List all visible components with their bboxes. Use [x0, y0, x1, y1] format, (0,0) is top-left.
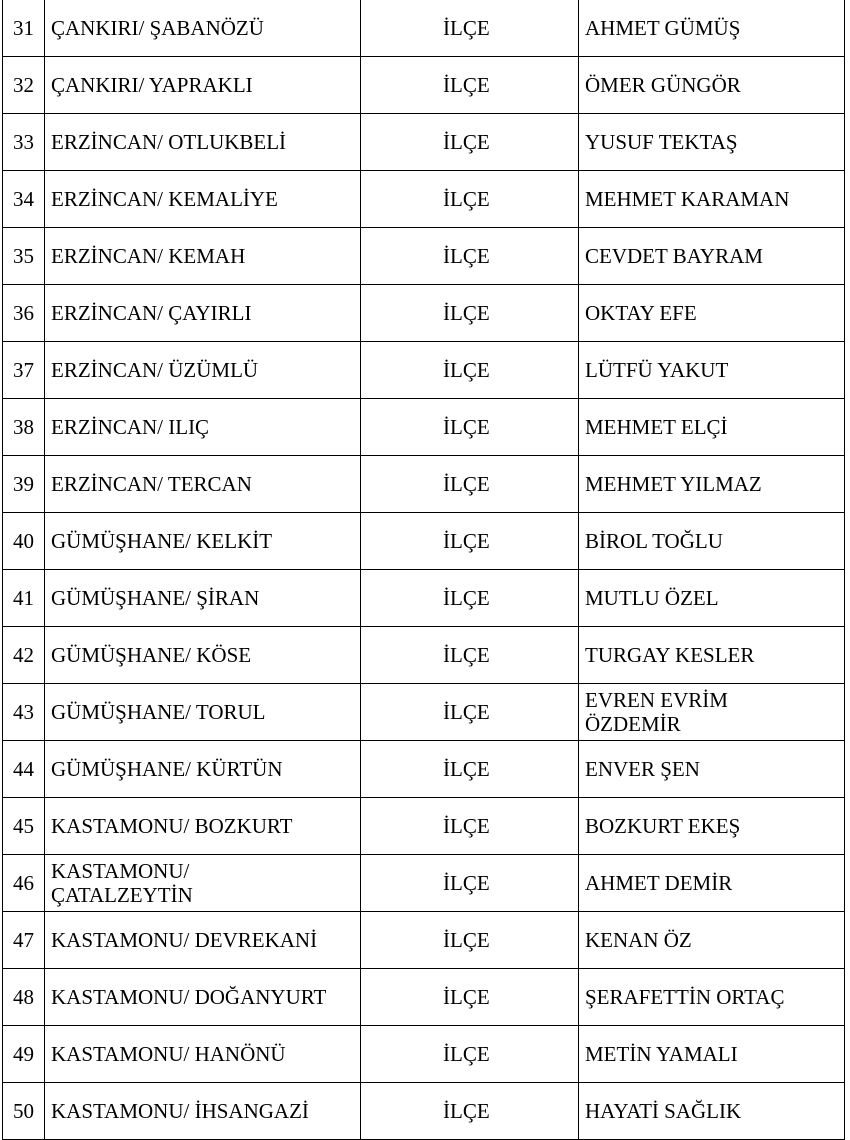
district-cell: ÇANKIRI/ ŞABANÖZÜ — [45, 0, 361, 57]
row-number: 36 — [3, 285, 45, 342]
person-name-cell: BİROL TOĞLU — [579, 513, 845, 570]
table-row — [3, 171, 845, 228]
district-cell: ERZİNCAN/ ÇAYIRLI — [45, 285, 361, 342]
type-cell: İLÇE — [361, 570, 579, 627]
table-row — [3, 228, 845, 285]
row-number: 46 — [3, 855, 45, 912]
district-cell: ERZİNCAN/ KEMALİYE — [45, 171, 361, 228]
row-number: 40 — [3, 513, 45, 570]
table-row — [3, 1026, 845, 1083]
person-name-cell: ÖMER GÜNGÖR — [579, 57, 845, 114]
table-row — [3, 513, 845, 570]
table-row — [3, 969, 845, 1026]
person-name-cell: ŞERAFETTİN ORTAÇ — [579, 969, 845, 1026]
type-cell: İLÇE — [361, 741, 579, 798]
person-name-cell: METİN YAMALI — [579, 1026, 845, 1083]
person-name-cell: LÜTFÜ YAKUT — [579, 342, 845, 399]
person-name-cell: MEHMET KARAMAN — [579, 171, 845, 228]
type-cell: İLÇE — [361, 1083, 579, 1140]
district-cell: KASTAMONU/ DOĞANYURT — [45, 969, 361, 1026]
person-name-cell: KENAN ÖZ — [579, 912, 845, 969]
row-number: 42 — [3, 627, 45, 684]
row-number: 32 — [3, 57, 45, 114]
table-row — [3, 741, 845, 798]
district-cell: KASTAMONU/ İHSANGAZİ — [45, 1083, 361, 1140]
table-row — [3, 57, 845, 114]
district-cell: ERZİNCAN/ ILIÇ — [45, 399, 361, 456]
district-cell: ÇANKIRI/ YAPRAKLI — [45, 57, 361, 114]
table-row — [3, 399, 845, 456]
person-name-cell: TURGAY KESLER — [579, 627, 845, 684]
table-row — [3, 627, 845, 684]
district-cell: GÜMÜŞHANE/ TORUL — [45, 684, 361, 741]
row-number: 34 — [3, 171, 45, 228]
row-number: 41 — [3, 570, 45, 627]
type-cell: İLÇE — [361, 456, 579, 513]
type-cell: İLÇE — [361, 627, 579, 684]
row-number: 35 — [3, 228, 45, 285]
row-number: 33 — [3, 114, 45, 171]
district-cell: ERZİNCAN/ OTLUKBELİ — [45, 114, 361, 171]
officials-table — [2, 0, 845, 1140]
type-cell: İLÇE — [361, 342, 579, 399]
row-number: 50 — [3, 1083, 45, 1140]
person-name-cell: HAYATİ SAĞLIK — [579, 1083, 845, 1140]
person-name-cell: YUSUF TEKTAŞ — [579, 114, 845, 171]
table-row — [3, 570, 845, 627]
type-cell: İLÇE — [361, 114, 579, 171]
district-cell: GÜMÜŞHANE/ KELKİT — [45, 513, 361, 570]
type-cell: İLÇE — [361, 912, 579, 969]
row-number: 39 — [3, 456, 45, 513]
district-cell: KASTAMONU/ HANÖNÜ — [45, 1026, 361, 1083]
table-row — [3, 684, 845, 741]
table-row — [3, 1083, 845, 1140]
type-cell: İLÇE — [361, 171, 579, 228]
row-number: 43 — [3, 684, 45, 741]
table-row — [3, 456, 845, 513]
type-cell: İLÇE — [361, 798, 579, 855]
table-row — [3, 114, 845, 171]
row-number: 38 — [3, 399, 45, 456]
table-body — [3, 0, 845, 1140]
table-row — [3, 342, 845, 399]
type-cell: İLÇE — [361, 513, 579, 570]
row-number: 49 — [3, 1026, 45, 1083]
table-row — [3, 285, 845, 342]
row-number: 37 — [3, 342, 45, 399]
person-name-cell: MEHMET YILMAZ — [579, 456, 845, 513]
type-cell: İLÇE — [361, 57, 579, 114]
table-row — [3, 912, 845, 969]
type-cell: İLÇE — [361, 1026, 579, 1083]
person-name-cell: CEVDET BAYRAM — [579, 228, 845, 285]
type-cell: İLÇE — [361, 285, 579, 342]
district-cell: GÜMÜŞHANE/ ŞİRAN — [45, 570, 361, 627]
person-name-cell: MUTLU ÖZEL — [579, 570, 845, 627]
type-cell: İLÇE — [361, 228, 579, 285]
person-name-cell: ENVER ŞEN — [579, 741, 845, 798]
type-cell: İLÇE — [361, 684, 579, 741]
person-name-cell: EVREN EVRİM ÖZDEMİR — [579, 684, 845, 741]
type-cell: İLÇE — [361, 399, 579, 456]
row-number: 45 — [3, 798, 45, 855]
district-cell: ERZİNCAN/ TERCAN — [45, 456, 361, 513]
district-cell: ERZİNCAN/ KEMAH — [45, 228, 361, 285]
type-cell: İLÇE — [361, 855, 579, 912]
table-row — [3, 855, 845, 912]
type-cell: İLÇE — [361, 0, 579, 57]
person-name-cell: BOZKURT EKEŞ — [579, 798, 845, 855]
row-number: 47 — [3, 912, 45, 969]
district-cell: KASTAMONU/ ÇATALZEYTİN — [45, 855, 361, 912]
person-name-cell: MEHMET ELÇİ — [579, 399, 845, 456]
person-name-cell: AHMET GÜMÜŞ — [579, 0, 845, 57]
row-number: 48 — [3, 969, 45, 1026]
district-cell: GÜMÜŞHANE/ KÜRTÜN — [45, 741, 361, 798]
row-number: 44 — [3, 741, 45, 798]
district-cell: ERZİNCAN/ ÜZÜMLÜ — [45, 342, 361, 399]
person-name-cell: AHMET DEMİR — [579, 855, 845, 912]
table-row — [3, 798, 845, 855]
district-cell: GÜMÜŞHANE/ KÖSE — [45, 627, 361, 684]
person-name-cell: OKTAY EFE — [579, 285, 845, 342]
district-cell: KASTAMONU/ DEVREKANİ — [45, 912, 361, 969]
row-number: 31 — [3, 0, 45, 57]
district-cell: KASTAMONU/ BOZKURT — [45, 798, 361, 855]
table-row — [3, 0, 845, 57]
type-cell: İLÇE — [361, 969, 579, 1026]
